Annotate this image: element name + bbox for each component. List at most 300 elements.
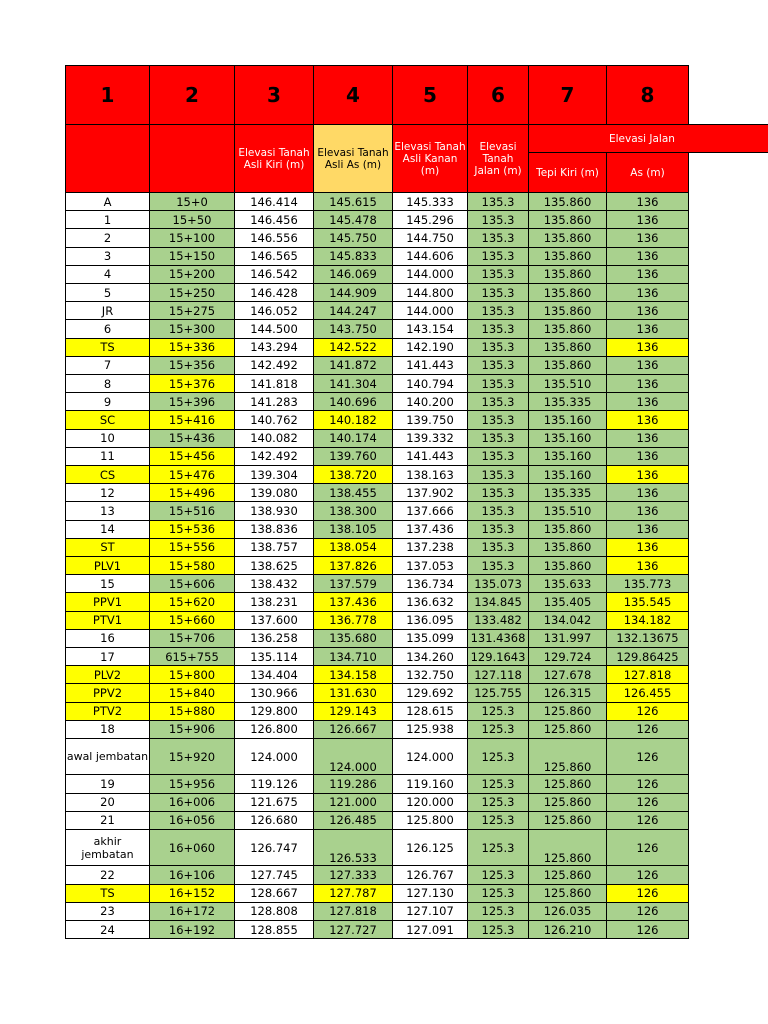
row-30-kiri[interactable]: 126.800 bbox=[234, 720, 314, 739]
row-2-kanan[interactable]: 145.296 bbox=[392, 210, 468, 229]
column-number-3[interactable]: 3 bbox=[234, 65, 314, 125]
row-14-label[interactable]: 10 bbox=[65, 429, 150, 448]
row-24-jalan[interactable]: 133.482 bbox=[467, 611, 529, 630]
row-11-jalan[interactable]: 135.3 bbox=[467, 374, 529, 393]
row-4-kanan[interactable]: 144.606 bbox=[392, 247, 468, 266]
row-31-as2[interactable]: 126 bbox=[606, 738, 689, 775]
header-col5[interactable]: Elevasi Tanah Asli Kanan (m) bbox=[392, 124, 468, 193]
row-35-label[interactable]: akhir jembatan bbox=[65, 829, 150, 866]
row-25-label[interactable]: 16 bbox=[65, 629, 150, 648]
row-37-label[interactable]: TS bbox=[65, 884, 150, 903]
row-27-tepi[interactable]: 127.678 bbox=[528, 665, 607, 684]
row-23-tepi[interactable]: 135.405 bbox=[528, 592, 607, 611]
row-13-as[interactable]: 140.182 bbox=[313, 410, 393, 429]
row-38-label[interactable]: 23 bbox=[65, 902, 150, 921]
row-9-as[interactable]: 142.522 bbox=[313, 338, 393, 357]
row-2-as2[interactable]: 136 bbox=[606, 210, 689, 229]
row-15-kiri[interactable]: 142.492 bbox=[234, 447, 314, 466]
row-4-kiri[interactable]: 146.565 bbox=[234, 247, 314, 266]
row-12-jalan[interactable]: 135.3 bbox=[467, 392, 529, 411]
row-5-as[interactable]: 146.069 bbox=[313, 265, 393, 284]
row-22-tepi[interactable]: 135.633 bbox=[528, 574, 607, 593]
row-35-jalan[interactable]: 125.3 bbox=[467, 829, 529, 866]
row-5-sta[interactable]: 15+200 bbox=[149, 265, 235, 284]
row-31-as[interactable]: 124.000 bbox=[313, 738, 393, 775]
row-22-as2[interactable]: 135.773 bbox=[606, 574, 689, 593]
row-11-label[interactable]: 8 bbox=[65, 374, 150, 393]
row-8-jalan[interactable]: 135.3 bbox=[467, 319, 529, 338]
row-18-as[interactable]: 138.300 bbox=[313, 501, 393, 520]
row-3-sta[interactable]: 15+100 bbox=[149, 228, 235, 247]
row-15-tepi[interactable]: 135.160 bbox=[528, 447, 607, 466]
row-13-as2[interactable]: 136 bbox=[606, 410, 689, 429]
row-21-label[interactable]: PLV1 bbox=[65, 556, 150, 575]
row-4-sta[interactable]: 15+150 bbox=[149, 247, 235, 266]
row-39-sta[interactable]: 16+192 bbox=[149, 920, 235, 939]
row-28-as2[interactable]: 126.455 bbox=[606, 683, 689, 702]
row-35-as2[interactable]: 126 bbox=[606, 829, 689, 866]
row-27-sta[interactable]: 15+800 bbox=[149, 665, 235, 684]
row-29-tepi[interactable]: 125.860 bbox=[528, 702, 607, 721]
row-16-kanan[interactable]: 138.163 bbox=[392, 465, 468, 484]
row-24-kanan[interactable]: 136.095 bbox=[392, 611, 468, 630]
row-22-as[interactable]: 137.579 bbox=[313, 574, 393, 593]
row-30-tepi[interactable]: 125.860 bbox=[528, 720, 607, 739]
row-2-kiri[interactable]: 146.456 bbox=[234, 210, 314, 229]
row-27-label[interactable]: PLV2 bbox=[65, 665, 150, 684]
row-21-tepi[interactable]: 135.860 bbox=[528, 556, 607, 575]
row-3-jalan[interactable]: 135.3 bbox=[467, 228, 529, 247]
row-7-sta[interactable]: 15+275 bbox=[149, 301, 235, 320]
row-19-kiri[interactable]: 138.836 bbox=[234, 520, 314, 539]
column-number-5[interactable]: 5 bbox=[392, 65, 468, 125]
row-32-kanan[interactable]: 119.160 bbox=[392, 774, 468, 793]
row-27-as[interactable]: 134.158 bbox=[313, 665, 393, 684]
row-13-label[interactable]: SC bbox=[65, 410, 150, 429]
row-29-as[interactable]: 129.143 bbox=[313, 702, 393, 721]
row-25-sta[interactable]: 15+706 bbox=[149, 629, 235, 648]
row-8-label[interactable]: 6 bbox=[65, 319, 150, 338]
row-3-tepi[interactable]: 135.860 bbox=[528, 228, 607, 247]
row-26-as[interactable]: 134.710 bbox=[313, 647, 393, 666]
row-25-as[interactable]: 135.680 bbox=[313, 629, 393, 648]
row-4-label[interactable]: 3 bbox=[65, 247, 150, 266]
header-col3[interactable]: Elevasi Tanah Asli Kiri (m) bbox=[234, 124, 314, 193]
row-14-as2[interactable]: 136 bbox=[606, 429, 689, 448]
row-27-kanan[interactable]: 132.750 bbox=[392, 665, 468, 684]
row-9-kanan[interactable]: 142.190 bbox=[392, 338, 468, 357]
row-29-sta[interactable]: 15+880 bbox=[149, 702, 235, 721]
row-7-kiri[interactable]: 146.052 bbox=[234, 301, 314, 320]
row-37-as[interactable]: 127.787 bbox=[313, 884, 393, 903]
row-11-tepi[interactable]: 135.510 bbox=[528, 374, 607, 393]
row-1-as2[interactable]: 136 bbox=[606, 192, 689, 211]
row-33-tepi[interactable]: 125.860 bbox=[528, 793, 607, 812]
row-14-as[interactable]: 140.174 bbox=[313, 429, 393, 448]
row-29-kanan[interactable]: 128.615 bbox=[392, 702, 468, 721]
row-36-jalan[interactable]: 125.3 bbox=[467, 865, 529, 884]
row-12-kanan[interactable]: 140.200 bbox=[392, 392, 468, 411]
row-30-kanan[interactable]: 125.938 bbox=[392, 720, 468, 739]
row-39-kanan[interactable]: 127.091 bbox=[392, 920, 468, 939]
row-33-jalan[interactable]: 125.3 bbox=[467, 793, 529, 812]
row-10-sta[interactable]: 15+356 bbox=[149, 356, 235, 375]
row-33-sta[interactable]: 16+006 bbox=[149, 793, 235, 812]
row-2-label[interactable]: 1 bbox=[65, 210, 150, 229]
row-6-tepi[interactable]: 135.860 bbox=[528, 283, 607, 302]
header-col1[interactable] bbox=[65, 124, 150, 193]
row-28-kiri[interactable]: 130.966 bbox=[234, 683, 314, 702]
row-12-label[interactable]: 9 bbox=[65, 392, 150, 411]
row-35-sta[interactable]: 16+060 bbox=[149, 829, 235, 866]
row-34-tepi[interactable]: 125.860 bbox=[528, 811, 607, 830]
row-34-sta[interactable]: 16+056 bbox=[149, 811, 235, 830]
row-1-as[interactable]: 145.615 bbox=[313, 192, 393, 211]
row-34-kanan[interactable]: 125.800 bbox=[392, 811, 468, 830]
row-23-kanan[interactable]: 136.632 bbox=[392, 592, 468, 611]
row-13-kanan[interactable]: 139.750 bbox=[392, 410, 468, 429]
row-23-as[interactable]: 137.436 bbox=[313, 592, 393, 611]
row-16-as2[interactable]: 136 bbox=[606, 465, 689, 484]
row-27-as2[interactable]: 127.818 bbox=[606, 665, 689, 684]
row-10-as2[interactable]: 136 bbox=[606, 356, 689, 375]
row-34-as[interactable]: 126.485 bbox=[313, 811, 393, 830]
row-32-as2[interactable]: 126 bbox=[606, 774, 689, 793]
row-28-sta[interactable]: 15+840 bbox=[149, 683, 235, 702]
column-number-7[interactable]: 7 bbox=[528, 65, 607, 125]
row-23-label[interactable]: PPV1 bbox=[65, 592, 150, 611]
row-14-sta[interactable]: 15+436 bbox=[149, 429, 235, 448]
row-27-kiri[interactable]: 134.404 bbox=[234, 665, 314, 684]
row-31-jalan[interactable]: 125.3 bbox=[467, 738, 529, 775]
row-5-tepi[interactable]: 135.860 bbox=[528, 265, 607, 284]
row-15-jalan[interactable]: 135.3 bbox=[467, 447, 529, 466]
row-1-tepi[interactable]: 135.860 bbox=[528, 192, 607, 211]
row-18-kiri[interactable]: 138.930 bbox=[234, 501, 314, 520]
row-1-sta[interactable]: 15+0 bbox=[149, 192, 235, 211]
row-6-kanan[interactable]: 144.800 bbox=[392, 283, 468, 302]
row-33-kanan[interactable]: 120.000 bbox=[392, 793, 468, 812]
row-8-kiri[interactable]: 144.500 bbox=[234, 319, 314, 338]
row-28-as[interactable]: 131.630 bbox=[313, 683, 393, 702]
row-30-label[interactable]: 18 bbox=[65, 720, 150, 739]
row-20-label[interactable]: ST bbox=[65, 538, 150, 557]
row-21-kiri[interactable]: 138.625 bbox=[234, 556, 314, 575]
row-19-jalan[interactable]: 135.3 bbox=[467, 520, 529, 539]
row-34-jalan[interactable]: 125.3 bbox=[467, 811, 529, 830]
row-26-kanan[interactable]: 134.260 bbox=[392, 647, 468, 666]
row-8-kanan[interactable]: 143.154 bbox=[392, 319, 468, 338]
row-37-kanan[interactable]: 127.130 bbox=[392, 884, 468, 903]
row-37-sta[interactable]: 16+152 bbox=[149, 884, 235, 903]
row-32-as[interactable]: 119.286 bbox=[313, 774, 393, 793]
row-19-tepi[interactable]: 135.860 bbox=[528, 520, 607, 539]
row-8-as2[interactable]: 136 bbox=[606, 319, 689, 338]
row-17-tepi[interactable]: 135.335 bbox=[528, 483, 607, 502]
row-19-label[interactable]: 14 bbox=[65, 520, 150, 539]
row-7-tepi[interactable]: 135.860 bbox=[528, 301, 607, 320]
header-col2[interactable] bbox=[149, 124, 235, 193]
row-4-tepi[interactable]: 135.860 bbox=[528, 247, 607, 266]
row-15-sta[interactable]: 15+456 bbox=[149, 447, 235, 466]
row-5-kiri[interactable]: 146.542 bbox=[234, 265, 314, 284]
row-6-label[interactable]: 5 bbox=[65, 283, 150, 302]
row-18-kanan[interactable]: 137.666 bbox=[392, 501, 468, 520]
row-20-sta[interactable]: 15+556 bbox=[149, 538, 235, 557]
row-33-as2[interactable]: 126 bbox=[606, 793, 689, 812]
row-27-jalan[interactable]: 127.118 bbox=[467, 665, 529, 684]
row-13-jalan[interactable]: 135.3 bbox=[467, 410, 529, 429]
row-24-tepi[interactable]: 134.042 bbox=[528, 611, 607, 630]
row-29-kiri[interactable]: 129.800 bbox=[234, 702, 314, 721]
row-20-kanan[interactable]: 137.238 bbox=[392, 538, 468, 557]
row-6-as2[interactable]: 136 bbox=[606, 283, 689, 302]
row-10-tepi[interactable]: 135.860 bbox=[528, 356, 607, 375]
row-17-as2[interactable]: 136 bbox=[606, 483, 689, 502]
row-14-kiri[interactable]: 140.082 bbox=[234, 429, 314, 448]
row-38-tepi[interactable]: 126.035 bbox=[528, 902, 607, 921]
row-13-kiri[interactable]: 140.762 bbox=[234, 410, 314, 429]
row-12-as2[interactable]: 136 bbox=[606, 392, 689, 411]
column-number-1[interactable]: 1 bbox=[65, 65, 150, 125]
row-22-jalan[interactable]: 135.073 bbox=[467, 574, 529, 593]
row-7-as[interactable]: 144.247 bbox=[313, 301, 393, 320]
row-9-tepi[interactable]: 135.860 bbox=[528, 338, 607, 357]
row-36-as[interactable]: 127.333 bbox=[313, 865, 393, 884]
row-10-jalan[interactable]: 135.3 bbox=[467, 356, 529, 375]
row-36-tepi[interactable]: 125.860 bbox=[528, 865, 607, 884]
row-32-tepi[interactable]: 125.860 bbox=[528, 774, 607, 793]
row-9-kiri[interactable]: 143.294 bbox=[234, 338, 314, 357]
row-12-sta[interactable]: 15+396 bbox=[149, 392, 235, 411]
row-38-sta[interactable]: 16+172 bbox=[149, 902, 235, 921]
row-16-kiri[interactable]: 139.304 bbox=[234, 465, 314, 484]
row-21-as2[interactable]: 136 bbox=[606, 556, 689, 575]
row-17-as[interactable]: 138.455 bbox=[313, 483, 393, 502]
row-18-as2[interactable]: 136 bbox=[606, 501, 689, 520]
header-col4[interactable]: Elevasi Tanah Asli As (m) bbox=[313, 124, 393, 193]
row-10-label[interactable]: 7 bbox=[65, 356, 150, 375]
row-1-kanan[interactable]: 145.333 bbox=[392, 192, 468, 211]
row-15-as[interactable]: 139.760 bbox=[313, 447, 393, 466]
row-19-kanan[interactable]: 137.436 bbox=[392, 520, 468, 539]
row-7-as2[interactable]: 136 bbox=[606, 301, 689, 320]
row-39-jalan[interactable]: 125.3 bbox=[467, 920, 529, 939]
row-37-as2[interactable]: 126 bbox=[606, 884, 689, 903]
row-10-kanan[interactable]: 141.443 bbox=[392, 356, 468, 375]
row-8-as[interactable]: 143.750 bbox=[313, 319, 393, 338]
row-5-label[interactable]: 4 bbox=[65, 265, 150, 284]
row-3-kanan[interactable]: 144.750 bbox=[392, 228, 468, 247]
row-26-tepi[interactable]: 129.724 bbox=[528, 647, 607, 666]
row-18-tepi[interactable]: 135.510 bbox=[528, 501, 607, 520]
row-4-as[interactable]: 145.833 bbox=[313, 247, 393, 266]
header-col6[interactable]: Elevasi Tanah Jalan (m) bbox=[467, 124, 529, 193]
row-20-as2[interactable]: 136 bbox=[606, 538, 689, 557]
row-16-sta[interactable]: 15+476 bbox=[149, 465, 235, 484]
row-7-label[interactable]: JR bbox=[65, 301, 150, 320]
row-32-label[interactable]: 19 bbox=[65, 774, 150, 793]
row-32-sta[interactable]: 15+956 bbox=[149, 774, 235, 793]
row-24-sta[interactable]: 15+660 bbox=[149, 611, 235, 630]
row-16-label[interactable]: CS bbox=[65, 465, 150, 484]
row-9-label[interactable]: TS bbox=[65, 338, 150, 357]
row-23-as2[interactable]: 135.545 bbox=[606, 592, 689, 611]
row-9-jalan[interactable]: 135.3 bbox=[467, 338, 529, 357]
row-39-as2[interactable]: 126 bbox=[606, 920, 689, 939]
row-15-label[interactable]: 11 bbox=[65, 447, 150, 466]
row-22-label[interactable]: 15 bbox=[65, 574, 150, 593]
row-28-kanan[interactable]: 129.692 bbox=[392, 683, 468, 702]
row-5-jalan[interactable]: 135.3 bbox=[467, 265, 529, 284]
row-24-kiri[interactable]: 137.600 bbox=[234, 611, 314, 630]
row-11-kanan[interactable]: 140.794 bbox=[392, 374, 468, 393]
row-2-tepi[interactable]: 135.860 bbox=[528, 210, 607, 229]
row-14-tepi[interactable]: 135.160 bbox=[528, 429, 607, 448]
row-26-as2[interactable]: 129.86425 bbox=[606, 647, 689, 666]
column-number-2[interactable]: 2 bbox=[149, 65, 235, 125]
row-17-jalan[interactable]: 135.3 bbox=[467, 483, 529, 502]
row-19-as[interactable]: 138.105 bbox=[313, 520, 393, 539]
row-12-tepi[interactable]: 135.335 bbox=[528, 392, 607, 411]
column-number-4[interactable]: 4 bbox=[313, 65, 393, 125]
row-38-kiri[interactable]: 128.808 bbox=[234, 902, 314, 921]
row-35-as[interactable]: 126.533 bbox=[313, 829, 393, 866]
row-24-as[interactable]: 136.778 bbox=[313, 611, 393, 630]
row-6-as[interactable]: 144.909 bbox=[313, 283, 393, 302]
header-group-elevasi-jalan[interactable]: Elevasi Jalan bbox=[528, 124, 768, 153]
row-3-as2[interactable]: 136 bbox=[606, 228, 689, 247]
row-1-jalan[interactable]: 135.3 bbox=[467, 192, 529, 211]
row-13-sta[interactable]: 15+416 bbox=[149, 410, 235, 429]
row-36-sta[interactable]: 16+106 bbox=[149, 865, 235, 884]
row-10-as[interactable]: 141.872 bbox=[313, 356, 393, 375]
row-34-as2[interactable]: 126 bbox=[606, 811, 689, 830]
row-22-kiri[interactable]: 138.432 bbox=[234, 574, 314, 593]
row-9-as2[interactable]: 136 bbox=[606, 338, 689, 357]
row-34-label[interactable]: 21 bbox=[65, 811, 150, 830]
row-30-as[interactable]: 126.667 bbox=[313, 720, 393, 739]
row-32-jalan[interactable]: 125.3 bbox=[467, 774, 529, 793]
row-16-as[interactable]: 138.720 bbox=[313, 465, 393, 484]
row-23-kiri[interactable]: 138.231 bbox=[234, 592, 314, 611]
row-26-kiri[interactable]: 135.114 bbox=[234, 647, 314, 666]
row-5-kanan[interactable]: 144.000 bbox=[392, 265, 468, 284]
row-12-as[interactable]: 140.696 bbox=[313, 392, 393, 411]
row-6-sta[interactable]: 15+250 bbox=[149, 283, 235, 302]
row-30-jalan[interactable]: 125.3 bbox=[467, 720, 529, 739]
row-30-as2[interactable]: 126 bbox=[606, 720, 689, 739]
row-35-kiri[interactable]: 126.747 bbox=[234, 829, 314, 866]
row-17-sta[interactable]: 15+496 bbox=[149, 483, 235, 502]
row-8-sta[interactable]: 15+300 bbox=[149, 319, 235, 338]
row-2-sta[interactable]: 15+50 bbox=[149, 210, 235, 229]
row-29-label[interactable]: PTV2 bbox=[65, 702, 150, 721]
row-16-jalan[interactable]: 135.3 bbox=[467, 465, 529, 484]
row-25-jalan[interactable]: 131.4368 bbox=[467, 629, 529, 648]
row-10-kiri[interactable]: 142.492 bbox=[234, 356, 314, 375]
row-1-kiri[interactable]: 146.414 bbox=[234, 192, 314, 211]
row-34-kiri[interactable]: 126.680 bbox=[234, 811, 314, 830]
row-28-jalan[interactable]: 125.755 bbox=[467, 683, 529, 702]
header-col7[interactable]: Tepi Kiri (m) bbox=[528, 152, 607, 193]
row-36-kiri[interactable]: 127.745 bbox=[234, 865, 314, 884]
row-24-label[interactable]: PTV1 bbox=[65, 611, 150, 630]
row-15-kanan[interactable]: 141.443 bbox=[392, 447, 468, 466]
row-15-as2[interactable]: 136 bbox=[606, 447, 689, 466]
row-38-as2[interactable]: 126 bbox=[606, 902, 689, 921]
row-26-sta[interactable]: 615+755 bbox=[149, 647, 235, 666]
row-39-as[interactable]: 127.727 bbox=[313, 920, 393, 939]
row-17-kiri[interactable]: 139.080 bbox=[234, 483, 314, 502]
row-23-sta[interactable]: 15+620 bbox=[149, 592, 235, 611]
row-1-label[interactable]: A bbox=[65, 192, 150, 211]
row-26-jalan[interactable]: 129.1643 bbox=[467, 647, 529, 666]
row-14-jalan[interactable]: 135.3 bbox=[467, 429, 529, 448]
row-28-tepi[interactable]: 126.315 bbox=[528, 683, 607, 702]
row-32-kiri[interactable]: 119.126 bbox=[234, 774, 314, 793]
row-7-jalan[interactable]: 135.3 bbox=[467, 301, 529, 320]
row-14-kanan[interactable]: 139.332 bbox=[392, 429, 468, 448]
row-16-tepi[interactable]: 135.160 bbox=[528, 465, 607, 484]
row-36-label[interactable]: 22 bbox=[65, 865, 150, 884]
row-33-as[interactable]: 121.000 bbox=[313, 793, 393, 812]
row-11-as2[interactable]: 136 bbox=[606, 374, 689, 393]
row-13-tepi[interactable]: 135.160 bbox=[528, 410, 607, 429]
row-3-label[interactable]: 2 bbox=[65, 228, 150, 247]
row-4-jalan[interactable]: 135.3 bbox=[467, 247, 529, 266]
row-6-kiri[interactable]: 146.428 bbox=[234, 283, 314, 302]
row-31-kiri[interactable]: 124.000 bbox=[234, 738, 314, 775]
row-36-as2[interactable]: 126 bbox=[606, 865, 689, 884]
row-20-tepi[interactable]: 135.860 bbox=[528, 538, 607, 557]
row-33-kiri[interactable]: 121.675 bbox=[234, 793, 314, 812]
row-6-jalan[interactable]: 135.3 bbox=[467, 283, 529, 302]
row-39-kiri[interactable]: 128.855 bbox=[234, 920, 314, 939]
row-19-sta[interactable]: 15+536 bbox=[149, 520, 235, 539]
row-31-sta[interactable]: 15+920 bbox=[149, 738, 235, 775]
row-20-as[interactable]: 138.054 bbox=[313, 538, 393, 557]
row-17-kanan[interactable]: 137.902 bbox=[392, 483, 468, 502]
row-30-sta[interactable]: 15+906 bbox=[149, 720, 235, 739]
row-18-label[interactable]: 13 bbox=[65, 501, 150, 520]
row-21-kanan[interactable]: 137.053 bbox=[392, 556, 468, 575]
row-3-kiri[interactable]: 146.556 bbox=[234, 228, 314, 247]
row-39-label[interactable]: 24 bbox=[65, 920, 150, 939]
column-number-8[interactable]: 8 bbox=[606, 65, 689, 125]
row-37-jalan[interactable]: 125.3 bbox=[467, 884, 529, 903]
row-19-as2[interactable]: 136 bbox=[606, 520, 689, 539]
row-18-jalan[interactable]: 135.3 bbox=[467, 501, 529, 520]
row-38-as[interactable]: 127.818 bbox=[313, 902, 393, 921]
row-26-label[interactable]: 17 bbox=[65, 647, 150, 666]
row-21-jalan[interactable]: 135.3 bbox=[467, 556, 529, 575]
row-29-as2[interactable]: 126 bbox=[606, 702, 689, 721]
row-5-as2[interactable]: 136 bbox=[606, 265, 689, 284]
header-col8[interactable]: As (m) bbox=[606, 152, 689, 193]
row-2-as[interactable]: 145.478 bbox=[313, 210, 393, 229]
row-31-kanan[interactable]: 124.000 bbox=[392, 738, 468, 775]
row-38-jalan[interactable]: 125.3 bbox=[467, 902, 529, 921]
row-11-kiri[interactable]: 141.818 bbox=[234, 374, 314, 393]
row-21-sta[interactable]: 15+580 bbox=[149, 556, 235, 575]
row-25-kiri[interactable]: 136.258 bbox=[234, 629, 314, 648]
row-11-sta[interactable]: 15+376 bbox=[149, 374, 235, 393]
row-31-label[interactable]: awal jembatan bbox=[65, 738, 150, 775]
row-21-as[interactable]: 137.826 bbox=[313, 556, 393, 575]
row-4-as2[interactable]: 136 bbox=[606, 247, 689, 266]
row-36-kanan[interactable]: 126.767 bbox=[392, 865, 468, 884]
